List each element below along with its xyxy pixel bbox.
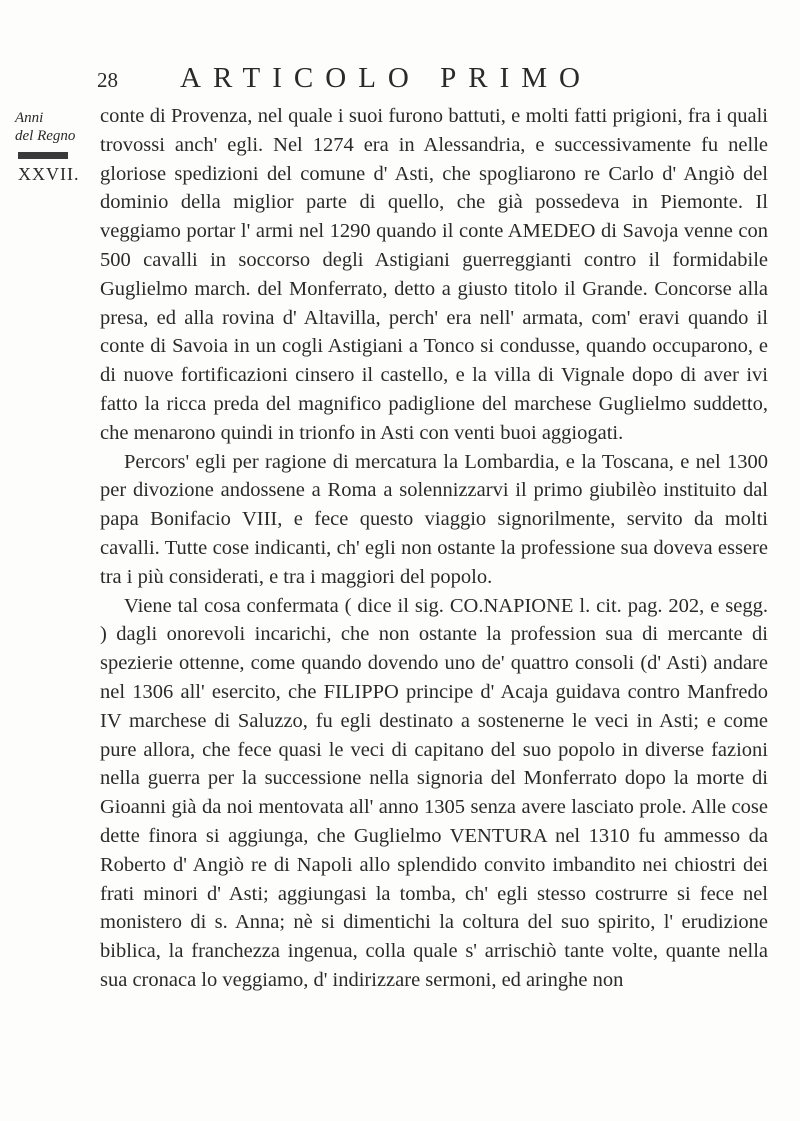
paragraph-1: conte di Provenza, nel quale i suoi furono battuti, e molti fatti prigioni, fra i quali trovossi anch' egli. Nel 1274 era in Alessandria, e successivamente fu nelle gloriose spedizioni del comune d' Asti, che spogliarono re Carlo d' Angiò del dominio della miglior parte di quello, che già possedeva in Piemonte. Il veggiamo portar l' armi nel 1290 quando il conte AMEDEO di Savoja venne con 500 cavalli in soccorso degli Astigiani guerreggianti contro il formidabile Guglielmo march. del Monferrato, detto a giusto titolo il Grande. Concorse alla presa, ed alla rovina d' Altavilla, perch' era nell' armata, com' eravi quando il conte di Savoia in un cogli Astigiani a Tonco si condusse, quando occuparono, e di nuove fortificazioni cinsero il castello, e la villa di Vignale dopo di aver ivi fatto la ricca preda del magnifico padiglione del marchese Guglielmo suddetto, che menarono quindi in trionfo in Asti con venti buoi aggiogati. (100, 105, 768, 444)
paragraph-2: Percors' egli per ragione di mercatura la Lombardia, e la Toscana, e nel 1300 per divozione andossene a Roma a solennizzarvi il primo giubilèo instituito dal papa Bonifacio VIII, e fece questo viaggio signorilmente, servito da molti cavalli. Tutte cose indicanti, ch' egli non ostante la professione sua doveva essere tra i più considerati, e tra i maggiori del popolo. (100, 450, 768, 588)
margin-rule (18, 152, 68, 159)
paragraph-3: Viene tal cosa confermata ( dice il sig. CO.NAPIONE l. cit. pag. 202, e segg. ) dagli onorevoli incarichi, che non ostante la profession sua di mercante di spezierie ottenne, come quando dovendo uno de' quattro consoli (d' Asti) andare nel 1306 all' esercito, che FILIPPO principe d' Acaja guidava contro Manfredo IV marchese di Saluzzo, fu egli destinato a sostenerne le veci in Asti; e come pure allora, che fece quasi le veci di capitano del suo popolo in diverse fazioni nella guerra per la successione nella signoria del Monferrato dopo la morte di Gioanni già da noi mentovata all' anno 1305 senza avere lasciato prole. Alle cose dette finora si aggiunga, che Guglielmo VENTURA nel 1310 fu ammesso da Roberto d' Angiò re di Napoli allo splendido convito imbandito nei chiostri dei frati minori d' Asti; aggiungasi la tomba, ch' egli stesso costrurre si fece nel monistero di s. Anna; nè si dimentichi la coltura del suo spirito, l' erudizione biblica, la franchezza ingenua, colla quale s' arrischiò tante volte, quante nella sua cronaca lo veggiamo, d' indirizzare sermoni, ed aringhe non (100, 594, 768, 991)
margin-note (15, 109, 79, 183)
page-number: 28 (97, 68, 118, 92)
margin-note-years: Anni (15, 110, 44, 126)
margin-note-reign: del Regno (15, 128, 76, 144)
running-title: ARTICOLO PRIMO (180, 62, 592, 94)
page-header (0, 62, 800, 102)
margin-note-regnal-year: XXVII. (18, 164, 80, 184)
body-text (100, 102, 768, 995)
